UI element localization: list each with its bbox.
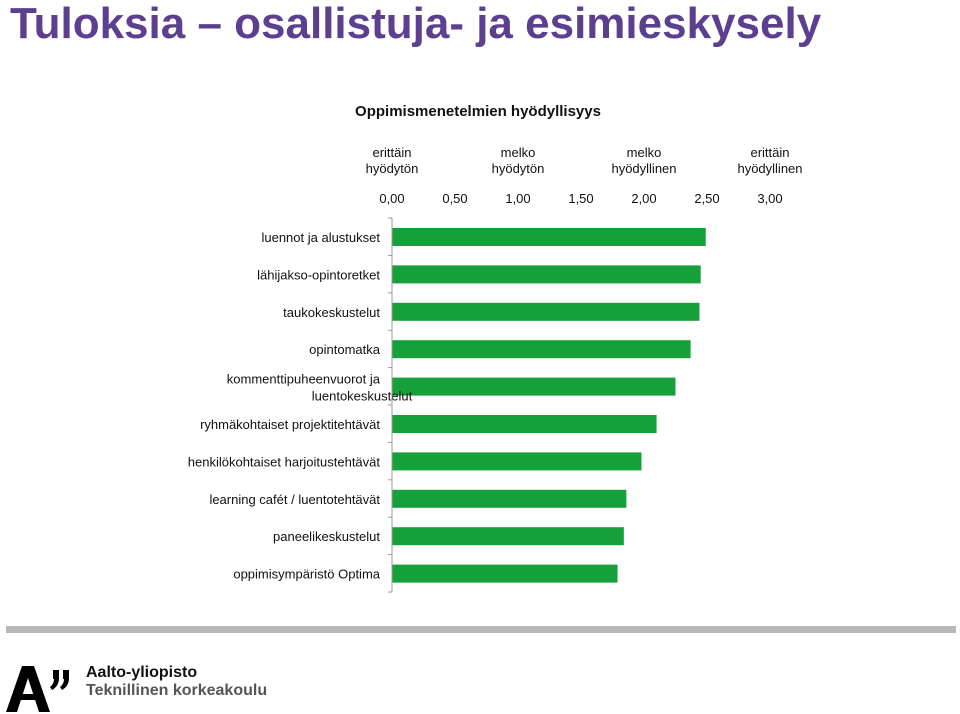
- category-label: luennot ja alustukset: [261, 230, 380, 245]
- x-tick-label: 3,00: [757, 191, 783, 206]
- category-label: kommenttipuheenvuorot ja luentokeskustelut: [226, 371, 413, 404]
- category-labels: [188, 230, 413, 582]
- bar: [392, 303, 699, 321]
- bar: [392, 527, 624, 545]
- x-tick-label: 0,50: [442, 191, 468, 206]
- bar: [392, 452, 641, 470]
- scale-label: erittäin hyödyllinen: [737, 145, 803, 176]
- bar: [392, 265, 701, 283]
- category-label: henkilökohtaiset harjoitustehtävät: [187, 454, 380, 470]
- scale-label: erittäin hyödytön: [365, 145, 419, 176]
- x-tick-label: 1,00: [505, 191, 531, 206]
- category-label: ryhmäkohtaiset projektitehtävät: [200, 417, 380, 432]
- school-name: Teknillinen korkeakoulu: [86, 682, 268, 699]
- footer-divider: [6, 626, 956, 633]
- scale-label: melko hyödyllinen: [611, 145, 677, 176]
- bar: [392, 565, 618, 583]
- category-label: oppimisympäristö Optima: [233, 566, 380, 582]
- x-tick-label: 0,00: [379, 191, 405, 206]
- bars: [392, 228, 706, 583]
- aalto-logo: [6, 664, 70, 712]
- bar: [392, 228, 706, 246]
- category-label: opintomatka: [309, 342, 380, 358]
- bar: [392, 378, 676, 396]
- scale-labels: [366, 145, 803, 176]
- x-tick-label: 2,00: [631, 191, 657, 206]
- category-label: taukokeskustelut: [283, 304, 380, 320]
- bar: [392, 490, 626, 508]
- scale-label: melko hyödytön: [491, 145, 545, 176]
- category-label: lähijakso-opintoretket: [257, 267, 380, 283]
- x-tick-label: 2,50: [694, 191, 720, 206]
- category-label: learning cafét / luentotehtävät: [209, 491, 380, 507]
- x-tick-label: 1,50: [568, 191, 594, 206]
- x-axis-ticks: [379, 191, 782, 206]
- y-axis-ticks: [388, 218, 392, 592]
- slide-title: Tuloksia – osallistuja- ja esimieskysely: [10, 0, 822, 48]
- chart-title: Oppimismenetelmien hyödyllisyys: [355, 103, 601, 120]
- bar: [392, 415, 657, 433]
- org-name: Aalto-yliopisto: [86, 664, 198, 681]
- category-label: paneelikeskustelut: [273, 529, 380, 545]
- bar: [392, 340, 691, 358]
